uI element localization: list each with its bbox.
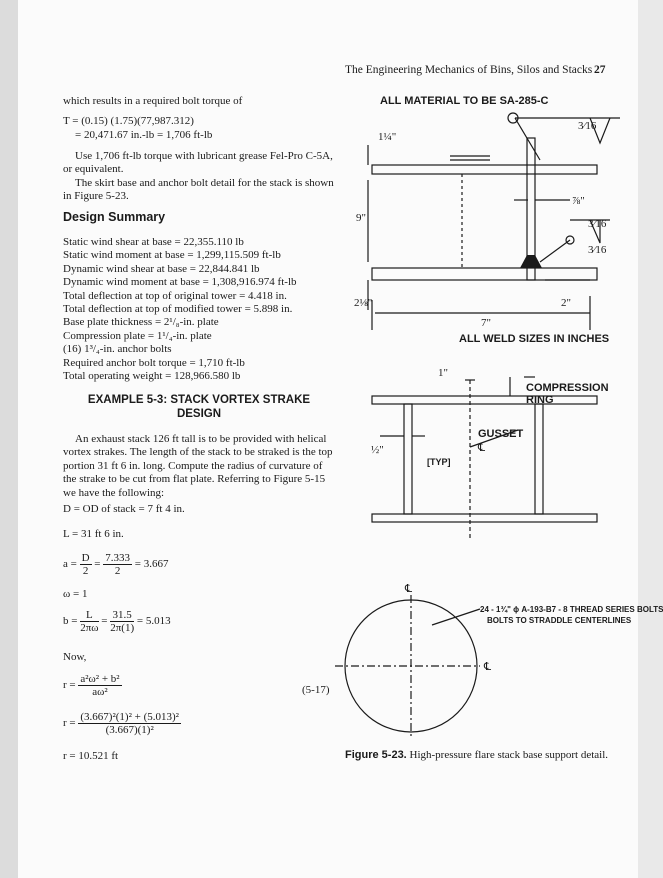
- dim-2-1-8: 2⅛": [354, 297, 373, 309]
- eq-b-lhs: b =: [63, 615, 78, 628]
- centerline-top: ℄: [405, 583, 413, 595]
- l-definition: L = 31 ft 6 in.: [63, 528, 124, 540]
- d-definition: D = OD of stack = 7 ft 4 in.: [63, 503, 185, 515]
- example-heading-line-2: DESIGN: [176, 408, 222, 420]
- figure-caption-label: Figure 5-23.: [345, 749, 407, 761]
- dim-2: 2": [561, 297, 571, 309]
- example-heading-line-1: EXAMPLE 5-3: STACK VORTEX STRAKE: [87, 394, 311, 406]
- summary-item: Static wind moment at base = 1,299,115.509 ft-lb: [63, 249, 281, 262]
- compression-plate: [372, 165, 597, 174]
- dim-9: 9": [356, 212, 366, 224]
- eq-r1-lhs: r =: [63, 679, 76, 692]
- summary-item: Static wind shear at base = 22,355.110 lb: [63, 236, 244, 248]
- summary-item: Compression plate = 1¹/₄-in. plate: [63, 329, 212, 342]
- intro-text: which results in a required bolt torque of: [63, 95, 243, 107]
- summary-item: Dynamic wind moment at base = 1,308,916.974 ft-lb: [63, 276, 297, 289]
- omega-definition: ω = 1: [63, 588, 88, 600]
- eq-a-equals: =: [94, 558, 101, 571]
- weld-size-c: 3⁄16: [588, 244, 607, 256]
- torque-equation-1: T = (0.15) (1.75)(77,987.312): [63, 115, 194, 127]
- eq-a-den-1: 2: [82, 565, 89, 577]
- eq-a-lhs: a =: [63, 558, 77, 571]
- eq-a-den-2: 2: [114, 565, 121, 577]
- summary-item: Base plate thickness = 2¹/₈-in. plate: [63, 316, 219, 329]
- now-text: Now,: [63, 651, 87, 663]
- eq-r2-den: (3.667)(1)²: [105, 724, 154, 736]
- dim-1-2: ½": [371, 444, 384, 456]
- bolt-note-line-2: BOLTS TO STRADDLE CENTERLINES: [487, 616, 632, 625]
- centerline-right: ℄: [484, 661, 492, 673]
- torque-equation-2: = 20,471.67 in.-lb = 1,706 ft-lb: [75, 129, 213, 141]
- summary-item: Total deflection at top of modified tower = 5.898 in.: [63, 303, 293, 316]
- dim-1-1-4: 1¼": [378, 131, 397, 143]
- paragraph-torque: Use 1,706 ft-lb torque with lubricant grease Fel-Pro C-5A, or equivalent.: [63, 150, 333, 176]
- eq-b-den-1: 2πω: [80, 622, 99, 634]
- design-summary-heading: Design Summary: [63, 210, 166, 224]
- dim-1: 1": [438, 367, 448, 379]
- typ-note: [TYP]: [427, 457, 451, 467]
- weld-size-b: 3⁄16: [588, 218, 607, 230]
- gusset-left: [404, 404, 412, 514]
- eq-b-equals: =: [101, 615, 108, 628]
- gusset-label: GUSSET: [478, 428, 524, 440]
- eq-r1-num: a²ω² + b²: [80, 673, 120, 685]
- eq-a-result: = 3.667: [134, 558, 169, 571]
- weld-size-note: ALL WELD SIZES IN INCHES: [459, 333, 610, 345]
- dim-7: 7": [481, 317, 491, 329]
- dim-7-8: ⅞": [572, 195, 585, 207]
- summary-item: Required anchor bolt torque = 1,710 ft-lb: [63, 356, 245, 369]
- summary-item: Total deflection at top of original tower = 4.418 in.: [63, 289, 287, 302]
- centerline-mark: ℄: [478, 442, 486, 454]
- gusset-right: [535, 404, 543, 514]
- eq-a-num-2: 7.333: [105, 552, 131, 564]
- eq-r2-lhs: r =: [63, 717, 76, 730]
- summary-item: (16) 1³/₄-in. anchor bolts: [63, 343, 172, 356]
- lower-plate: [372, 514, 597, 522]
- compression-ring-label: COMPRESSION RING: [526, 382, 609, 406]
- paragraph-strake: An exhaust stack 126 ft tall is to be provided with helical vortex strakes. The length of the stack to be straked is the top portion 31 ft 6 in. long. Compute the radius of curvature of the strake to be cut from flat plate. Referring to Figure 5-15 we have the following:: [63, 433, 333, 499]
- radius-result: r = 10.521 ft: [63, 750, 119, 762]
- figure-caption-text: High-pressure flare stack base support detail.: [409, 749, 609, 761]
- equation-number: (5-17): [302, 684, 330, 696]
- base-plate: [372, 268, 597, 280]
- eq-b-num-1: L: [80, 609, 98, 622]
- page-number: 27: [594, 64, 606, 76]
- bolt-note-line-1: 24 - 1¾" ϕ A-193-B7 - 8 THREAD SERIES BOLTS: [480, 605, 663, 614]
- eq-b-result: = 5.013: [136, 615, 171, 628]
- summary-item: Dynamic wind shear at base = 22,844.841 lb: [63, 262, 260, 275]
- eq-r2-num: (3.667)²(1)² + (5.013)²: [80, 711, 179, 723]
- summary-item: Total operating weight = 128,966.580 lb: [63, 370, 241, 383]
- eq-r1-den: aω²: [92, 686, 108, 698]
- eq-a-num-1: D: [81, 552, 90, 564]
- eq-b-den-2: 2π(1): [110, 622, 135, 634]
- paragraph-skirt: The skirt base and anchor bolt detail for the stack is shown in Figure 5-23.: [63, 177, 334, 203]
- fillet-weld: [520, 255, 542, 268]
- weld-size-a: 3⁄16: [578, 120, 597, 132]
- running-title: The Engineering Mechanics of Bins, Silos and Stacks: [345, 64, 593, 76]
- material-note: ALL MATERIAL TO BE SA-285-C: [380, 95, 549, 107]
- figure-caption: [345, 749, 608, 761]
- eq-b-num-2: 31.5: [110, 609, 134, 622]
